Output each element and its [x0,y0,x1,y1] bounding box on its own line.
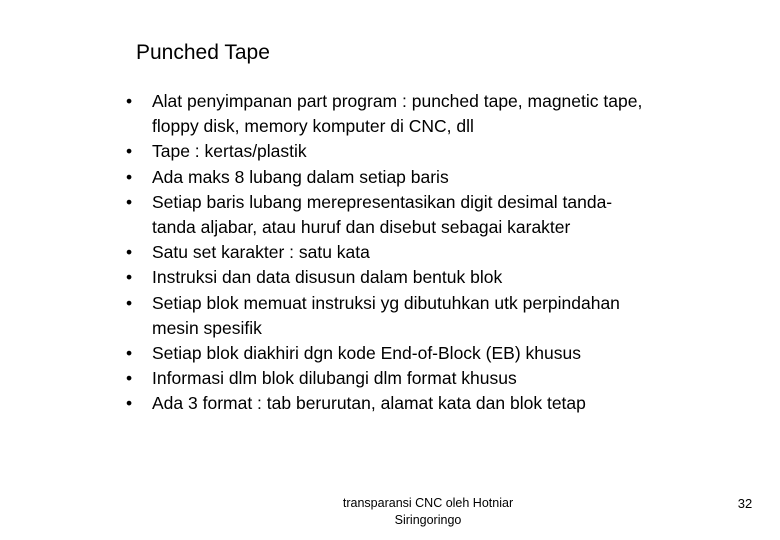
slide-number: 32 [737,496,753,511]
bullet-marker: • [126,343,133,364]
bullet-text-line: Setiap baris lubang merepresentasikan digit desimal tanda- [152,191,613,212]
bullet-item [126,291,766,341]
bullet-text-line: Informasi dlm blok dilubangi dlm format khusus [152,368,517,389]
bullet-item [126,265,766,290]
bullet-item [126,366,766,391]
slide-title: Punched Tape [136,41,270,64]
footer-note [318,495,538,529]
bullet-text-line: Setiap blok memuat instruksi yg dibutuhkan utk perpindahan [152,292,620,313]
bullet-marker: • [126,166,133,187]
bullet-item [126,89,766,139]
footer-line: transparansi CNC oleh Hotniar [342,496,514,510]
bullet-text-line: Satu set karakter : satu kata [152,242,370,263]
bullet-item [126,240,766,265]
bullet-list [126,89,766,417]
bullet-marker: • [126,368,133,389]
bullet-text-line: Setiap blok diakhiri dgn kode End-of-Block (EB) khusus [152,343,581,364]
footer-line: Siringoringo [394,513,462,527]
bullet-item [126,391,766,416]
bullet-text-line: Tape : kertas/plastik [152,141,307,162]
bullet-text-line: Ada maks 8 lubang dalam setiap baris [152,166,449,187]
bullet-text-line: floppy disk, memory komputer di CNC, dll [152,116,474,137]
bullet-text-line: Alat penyimpanan part program : punched tape, magnetic tape, [152,91,643,111]
bullet-marker: • [126,393,133,414]
bullet-text-line: mesin spesifik [152,317,262,338]
bullet-marker: • [126,91,133,111]
bullet-marker: • [126,191,133,212]
bullet-text-line: tanda aljabar, atau huruf dan disebut sebagai karakter [152,217,571,238]
bullet-item [126,165,766,190]
bullet-text-line: Instruksi dan data disusun dalam bentuk blok [152,267,503,288]
bullet-marker: • [126,141,133,162]
bullet-marker: • [126,292,133,313]
bullet-item [126,190,766,240]
bullet-text-line: Ada 3 format : tab berurutan, alamat kata dan blok tetap [152,393,586,414]
bullet-item [126,341,766,366]
bullet-marker: • [126,267,133,288]
bullet-item [126,139,766,164]
bullet-marker: • [126,242,133,263]
